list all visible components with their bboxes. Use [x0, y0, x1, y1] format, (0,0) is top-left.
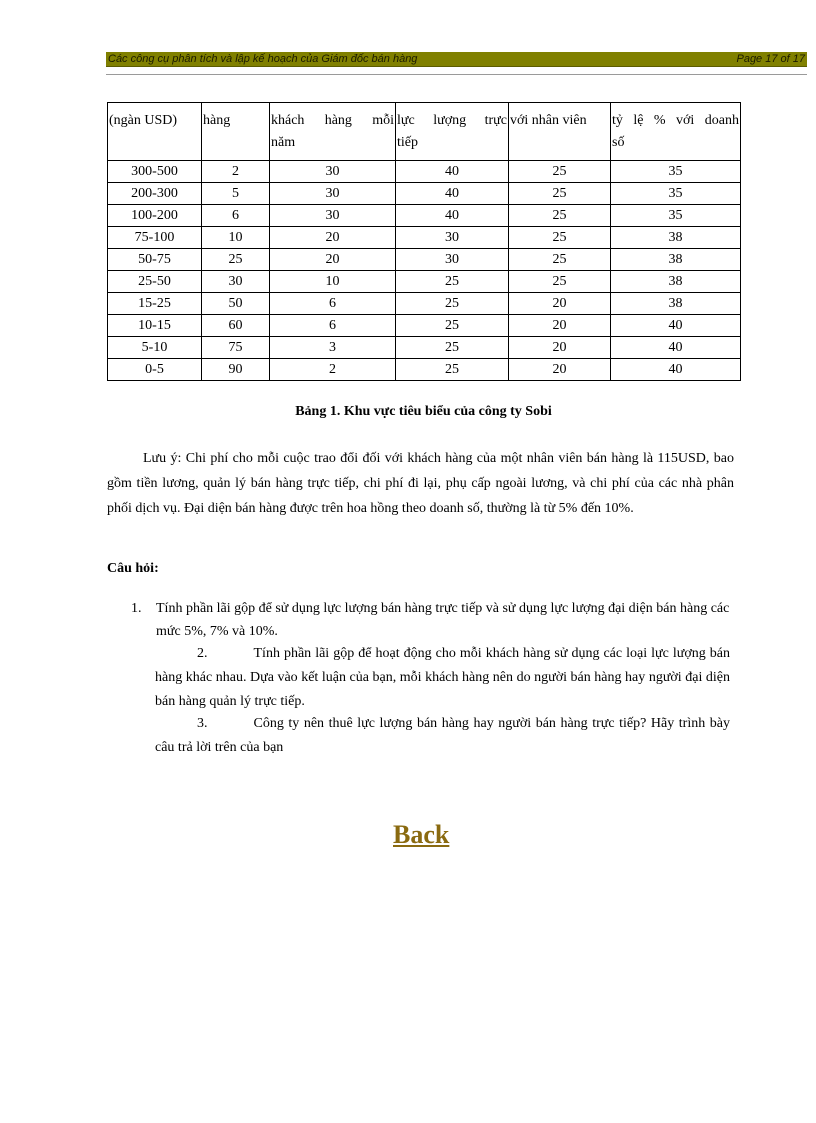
- table-row: [108, 337, 741, 359]
- table-cell: 20: [509, 337, 611, 359]
- question-text: Tính phần lãi gộp để hoạt động cho mỗi khách hàng sử dụng các loại lực lượng bán hàng khác nhau. Dựa vào kết luận của bạn, mỗi khách hàng nên do người bán hàng hay người đại diện bán hàng quản lý trực tiếp.: [155, 646, 730, 709]
- table-cell: 30: [396, 227, 509, 249]
- table-cell: 30: [270, 205, 396, 227]
- table-cell: 35: [611, 205, 741, 227]
- question-item: [155, 642, 730, 714]
- table-cell: 40: [611, 337, 741, 359]
- table-cell: 50-75: [108, 249, 202, 271]
- question-text: Tính phần lãi gộp để sử dụng lực lượng bán hàng trực tiếp và sử dụng lực lượng đại diện bán hàng các mức 5%, 7% và 10%.: [156, 601, 730, 639]
- table-cell: 6: [270, 293, 396, 315]
- table-cell: 25: [509, 249, 611, 271]
- header-divider: [106, 74, 807, 75]
- table-cell: 90: [202, 359, 270, 381]
- back-link[interactable]: Back: [393, 820, 450, 849]
- table-header-cell: hàng: [202, 103, 270, 161]
- table-cell: 38: [611, 271, 741, 293]
- question-number: 3.: [197, 716, 208, 731]
- table-header-row: [108, 103, 741, 161]
- table-cell: 25: [202, 249, 270, 271]
- table-cell: 60: [202, 315, 270, 337]
- table-row: [108, 161, 741, 183]
- table-cell: 3: [270, 337, 396, 359]
- table-cell: 40: [611, 359, 741, 381]
- table-cell: 10: [202, 227, 270, 249]
- table-cell: 75-100: [108, 227, 202, 249]
- table-cell: 25: [509, 161, 611, 183]
- table-cell: 20: [270, 227, 396, 249]
- table-cell: 6: [270, 315, 396, 337]
- table-cell: 25-50: [108, 271, 202, 293]
- table-cell: 0-5: [108, 359, 202, 381]
- question-number: 1.: [131, 601, 142, 616]
- table-row: [108, 249, 741, 271]
- table-cell: 25: [396, 293, 509, 315]
- table-cell: 20: [509, 359, 611, 381]
- table-cell: 40: [396, 183, 509, 205]
- table-header-cell: (ngàn USD): [108, 103, 202, 161]
- table-body: [108, 161, 741, 381]
- table-cell: 15-25: [108, 293, 202, 315]
- question-item: [155, 712, 730, 760]
- table-cell: 10-15: [108, 315, 202, 337]
- question-item: [131, 597, 731, 643]
- table-cell: 30: [396, 249, 509, 271]
- table-caption: Bảng 1. Khu vực tiêu biểu của công ty Sobi: [295, 404, 552, 419]
- table-cell: 30: [202, 271, 270, 293]
- table-cell: 25: [396, 271, 509, 293]
- table-cell: 30: [270, 161, 396, 183]
- table-row: [108, 293, 741, 315]
- table-cell: 25: [509, 183, 611, 205]
- table-cell: 40: [396, 205, 509, 227]
- table-cell: 200-300: [108, 183, 202, 205]
- table-cell: 38: [611, 227, 741, 249]
- table-header-cell: khách hàng mỗi năm: [270, 103, 396, 161]
- table-cell: 40: [396, 161, 509, 183]
- table-cell: 5-10: [108, 337, 202, 359]
- sales-territory-table: [107, 102, 741, 381]
- table-cell: 35: [611, 183, 741, 205]
- table-cell: 20: [270, 249, 396, 271]
- table-cell: 38: [611, 293, 741, 315]
- table-cell: 75: [202, 337, 270, 359]
- table-row: [108, 359, 741, 381]
- table-cell: 25: [509, 227, 611, 249]
- table-header-cell: lực lượng trực tiếp: [396, 103, 509, 161]
- header-title: Các công cụ phân tích và lập kế hoạch của Giám đốc bán hàng: [108, 53, 418, 65]
- table-cell: 6: [202, 205, 270, 227]
- table-cell: 20: [509, 315, 611, 337]
- table-cell: 25: [396, 359, 509, 381]
- question-text: Công ty nên thuê lực lượng bán hàng hay người bán hàng trực tiếp? Hãy trình bày câu trả lời trên của bạn: [155, 716, 730, 755]
- table-cell: 10: [270, 271, 396, 293]
- table-cell: 25: [509, 205, 611, 227]
- table-cell: 5: [202, 183, 270, 205]
- table-cell: 2: [270, 359, 396, 381]
- table-header-cell: tỷ lệ % với doanh số: [611, 103, 741, 161]
- table-row: [108, 183, 741, 205]
- table-row: [108, 315, 741, 337]
- table-cell: 35: [611, 161, 741, 183]
- table-row: [108, 271, 741, 293]
- table-cell: 25: [396, 337, 509, 359]
- table-cell: 100-200: [108, 205, 202, 227]
- question-number: 2.: [197, 646, 208, 661]
- table-cell: 2: [202, 161, 270, 183]
- table-row: [108, 205, 741, 227]
- table-cell: 20: [509, 293, 611, 315]
- table-cell: 40: [611, 315, 741, 337]
- questions-heading: Câu hỏi:: [107, 561, 159, 576]
- header-page-number: Page 17 of 17: [736, 53, 805, 65]
- note-paragraph: Lưu ý: Chi phí cho mỗi cuộc trao đổi đối với khách hàng của một nhân viên bán hàng là 115USD, bao gồm tiền lương, quản lý bán hàng trực tiếp, chi phí đi lại, phụ cấp ngoài lương, và chi phí của các nhà phân phối dịch vụ. Đại diện bán hàng được trên hoa hồng theo doanh số, thường là từ 5% đến 10%.: [107, 451, 734, 516]
- table-header-cell: với nhân viên: [509, 103, 611, 161]
- table-cell: 300-500: [108, 161, 202, 183]
- page-header-bar: [106, 52, 807, 67]
- table-cell: 30: [270, 183, 396, 205]
- table-cell: 50: [202, 293, 270, 315]
- table-cell: 25: [509, 271, 611, 293]
- table-cell: 25: [396, 315, 509, 337]
- table-cell: 38: [611, 249, 741, 271]
- table-row: [108, 227, 741, 249]
